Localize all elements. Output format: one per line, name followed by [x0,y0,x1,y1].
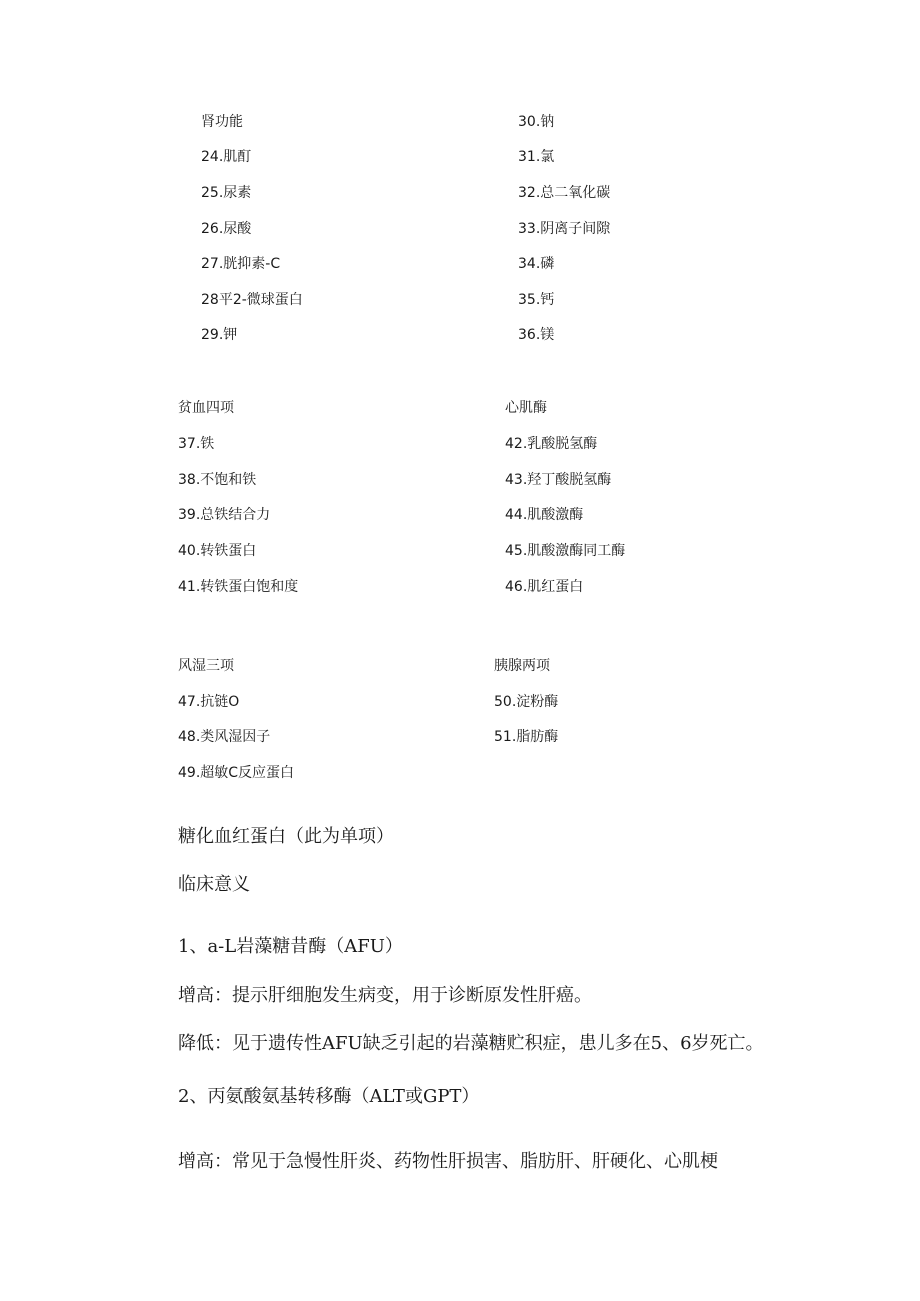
list-item: 42.乳酸脱氢酶 [505,436,598,452]
paragraph-clinical-heading: 临床意义 [178,874,250,895]
section-title-anemia: 贫血四项 [178,400,234,416]
paragraph-alt-heading: 2、丙氨酸氨基转移酶（ALT或GPT） [178,1086,480,1107]
paragraph-afu-heading: 1、a-L岩藻糖昔酶（AFU） [178,936,403,957]
section-title-cardiac: 心肌酶 [505,400,547,416]
section-title-rheumatic: 风湿三项 [178,658,234,674]
section-title-kidney: 肾功能 [201,114,243,130]
list-item: 50.淀粉酶 [494,694,559,710]
list-item: 29.钾 [201,327,238,343]
list-item: 51.脂肪酶 [494,729,559,745]
list-item: 40.转铁蛋白 [178,543,257,559]
list-item: 30.钠 [518,114,555,130]
paragraph-alt-high: 增高：常见于急慢性肝炎、药物性肝损害、脂肪肝、肝硬化、心肌梗 [178,1151,718,1172]
list-item: 24.肌酊 [201,149,252,165]
paragraph-hba1c: 糖化血红蛋白（此为单项） [178,826,394,847]
list-item: 46.肌红蛋白 [505,579,584,595]
list-item: 25.尿素 [201,185,252,201]
list-item: 38.不饱和铁 [178,472,257,488]
list-item: 43.羟丁酸脱氢酶 [505,472,612,488]
list-item: 48.类风湿因子 [178,729,271,745]
list-item: 27.胱抑素-C [201,256,281,272]
list-item: 32.总二氧化碳 [518,185,611,201]
list-item: 31.氯 [518,149,555,165]
list-item: 47.抗链O [178,694,240,710]
list-item: 33.阴离子间隙 [518,221,611,237]
list-item: 44.肌酸激酶 [505,507,584,523]
list-item: 36.镁 [518,327,555,343]
list-item: 37.铁 [178,436,215,452]
list-item: 41.转铁蛋白饱和度 [178,579,299,595]
paragraph-afu-low: 降低：见于遗传性AFU缺乏引起的岩藻糖贮积症，患儿多在5、6岁死亡。 [178,1033,764,1054]
list-item: 34.磷 [518,256,555,272]
list-item: 35.钙 [518,292,555,308]
section-title-pancreas: 胰腺两项 [494,658,550,674]
list-item: 28平2-微球蛋白 [201,292,303,308]
list-item: 45.肌酸激酶同工酶 [505,543,626,559]
list-item: 39.总铁结合力 [178,507,271,523]
list-item: 26.尿酸 [201,221,252,237]
list-item: 49.超敏C反应蛋白 [178,765,295,781]
paragraph-afu-high: 增高：提示肝细胞发生病变，用于诊断原发性肝癌。 [178,985,592,1006]
